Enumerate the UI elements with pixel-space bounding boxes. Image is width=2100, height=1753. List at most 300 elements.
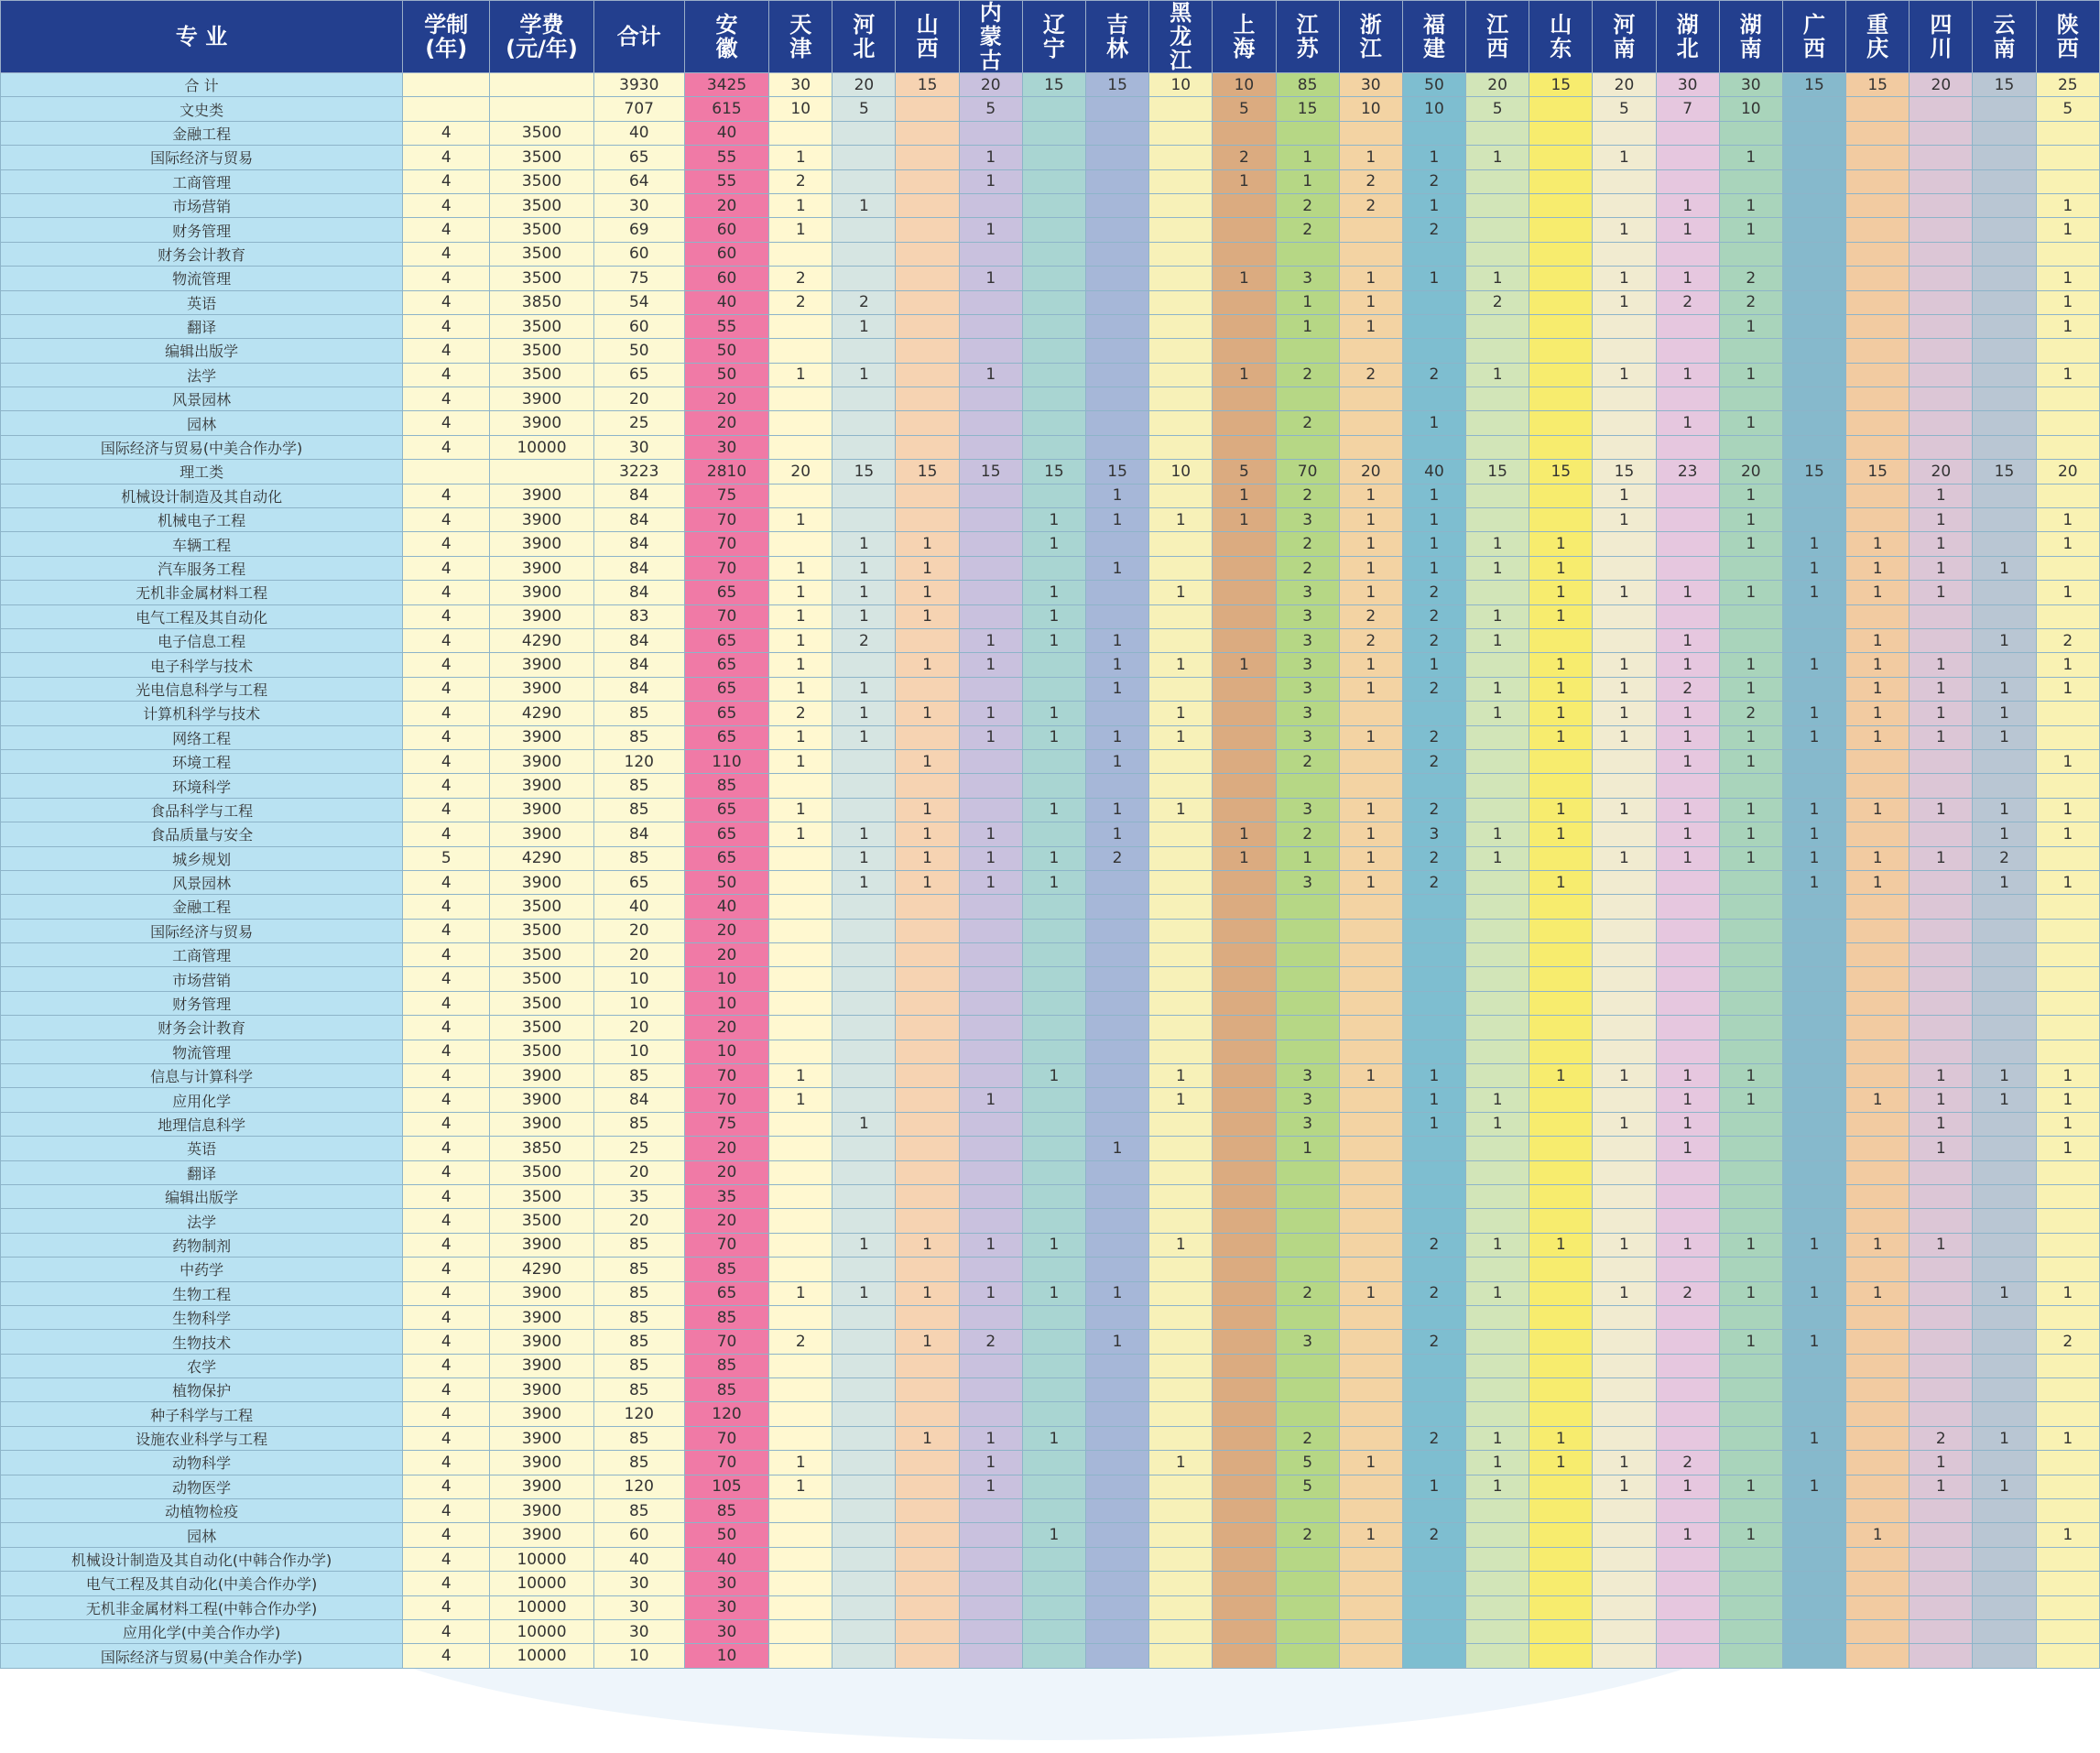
province-cell: 1 xyxy=(959,1451,1022,1475)
province-cell xyxy=(1782,943,1845,967)
province-cell xyxy=(1529,749,1593,773)
province-cell: 1 xyxy=(1593,1112,1656,1136)
province-cell xyxy=(1213,1160,1276,1184)
province-cell: 1 xyxy=(832,193,896,217)
province-cell xyxy=(1402,1160,1465,1184)
province-cell xyxy=(896,1572,959,1595)
province-cell xyxy=(1402,314,1465,338)
province-cell xyxy=(1149,1160,1213,1184)
province-cell xyxy=(1782,604,1845,628)
province-cell xyxy=(769,943,832,967)
province-cell xyxy=(1973,484,2036,507)
province-cell xyxy=(1973,749,2036,773)
major-name-cell: 机械设计制造及其自动化 xyxy=(1,484,403,507)
province-cell xyxy=(1213,702,1276,725)
province-cell: 1 xyxy=(1973,798,2036,822)
province-cell xyxy=(1149,267,1213,290)
summary-cell: 120 xyxy=(593,1402,684,1426)
province-cell xyxy=(959,1644,1022,1668)
province-cell xyxy=(959,919,1022,942)
province-cell: 1 xyxy=(769,822,832,846)
province-cell: 1 xyxy=(1846,1281,1910,1305)
table-row xyxy=(1,1209,2100,1233)
province-cell xyxy=(896,1184,959,1208)
table-row xyxy=(1,121,2100,145)
province-cell xyxy=(1339,1184,1402,1208)
province-cell xyxy=(1656,435,1719,459)
province-cell xyxy=(1339,749,1402,773)
province-cell: 1 xyxy=(1213,653,1276,677)
province-cell xyxy=(1846,363,1910,387)
summary-cell: 3900 xyxy=(490,484,593,507)
province-cell xyxy=(1022,1475,1085,1498)
major-name-cell: 应用化学(中美合作办学) xyxy=(1,1620,403,1644)
anhui-cell: 65 xyxy=(684,702,768,725)
province-cell xyxy=(1782,1064,1845,1088)
province-cell xyxy=(1213,604,1276,628)
province-cell xyxy=(1782,1137,1845,1160)
province-cell: 2 xyxy=(1339,169,1402,193)
summary-cell: 75 xyxy=(593,267,684,290)
province-cell xyxy=(1276,1644,1339,1668)
province-cell xyxy=(769,1184,832,1208)
province-cell xyxy=(1149,121,1213,145)
province-cell: 1 xyxy=(1339,1523,1402,1547)
province-cell xyxy=(896,193,959,217)
summary-cell: 3900 xyxy=(490,387,593,411)
province-cell: 1 xyxy=(1973,1475,2036,1498)
province-cell: 2 xyxy=(1402,749,1465,773)
summary-cell: 4 xyxy=(403,895,490,919)
province-cell xyxy=(2036,435,2099,459)
summary-cell: 84 xyxy=(593,1088,684,1112)
province-cell: 1 xyxy=(769,604,832,628)
province-cell: 1 xyxy=(1402,267,1465,290)
major-name-cell: 生物工程 xyxy=(1,1281,403,1305)
province-cell xyxy=(1719,1378,1782,1402)
province-cell: 1 xyxy=(769,1475,832,1498)
province-cell xyxy=(1466,798,1529,822)
header-column: 学费 (元/年) xyxy=(490,1,593,73)
province-cell: 1 xyxy=(832,870,896,894)
summary-cell: 3500 xyxy=(490,1040,593,1063)
province-cell xyxy=(1593,1040,1656,1063)
province-cell xyxy=(1213,1088,1276,1112)
province-cell: 1 xyxy=(1593,484,1656,507)
province-cell xyxy=(1466,1064,1529,1088)
province-cell xyxy=(1213,798,1276,822)
province-cell: 2 xyxy=(1910,1426,1973,1450)
province-cell xyxy=(1086,387,1149,411)
summary-cell xyxy=(403,460,490,484)
header-column: 江 西 xyxy=(1466,1,1529,73)
table-row xyxy=(1,1620,2100,1644)
anhui-cell: 20 xyxy=(684,919,768,942)
summary-cell: 4 xyxy=(403,1233,490,1257)
province-cell xyxy=(1656,484,1719,507)
summary-cell: 4 xyxy=(403,1184,490,1208)
summary-cell: 3900 xyxy=(490,774,593,798)
province-cell xyxy=(1276,339,1339,363)
province-cell: 1 xyxy=(896,1233,959,1257)
province-cell xyxy=(896,290,959,314)
province-cell: 1 xyxy=(1402,653,1465,677)
province-cell xyxy=(1973,1620,2036,1644)
anhui-cell: 10 xyxy=(684,1644,768,1668)
summary-cell: 3900 xyxy=(490,1088,593,1112)
province-cell: 1 xyxy=(896,556,959,580)
header-column: 天 津 xyxy=(769,1,832,73)
anhui-cell: 10 xyxy=(684,991,768,1015)
province-cell xyxy=(1593,1595,1656,1619)
province-cell xyxy=(1086,1112,1149,1136)
province-cell xyxy=(1466,1209,1529,1233)
province-cell: 1 xyxy=(1339,1064,1402,1088)
province-cell: 1 xyxy=(2036,1112,2099,1136)
province-cell: 1 xyxy=(769,193,832,217)
table-row xyxy=(1,73,2100,97)
province-cell: 1 xyxy=(769,146,832,169)
major-name-cell: 合 计 xyxy=(1,73,403,97)
province-cell: 1 xyxy=(1973,702,2036,725)
province-cell xyxy=(769,1354,832,1377)
province-cell xyxy=(1593,895,1656,919)
province-cell xyxy=(1339,1112,1402,1136)
major-name-cell: 电气工程及其自动化(中美合作办学) xyxy=(1,1572,403,1595)
province-cell: 1 xyxy=(1719,581,1782,604)
province-cell xyxy=(2036,1451,2099,1475)
province-cell xyxy=(1593,774,1656,798)
province-cell xyxy=(1213,1040,1276,1063)
province-cell: 1 xyxy=(832,846,896,870)
province-cell xyxy=(1529,242,1593,266)
province-cell xyxy=(1782,1305,1845,1329)
province-cell xyxy=(832,267,896,290)
province-cell xyxy=(959,798,1022,822)
province-cell xyxy=(1022,895,1085,919)
summary-cell: 3900 xyxy=(490,1402,593,1426)
province-cell xyxy=(1149,218,1213,242)
province-cell xyxy=(1846,967,1910,991)
province-cell xyxy=(2036,1209,2099,1233)
header-column: 黑 龙 江 xyxy=(1149,1,1213,73)
province-cell xyxy=(2036,1620,2099,1644)
province-cell xyxy=(1973,895,2036,919)
province-cell xyxy=(1402,967,1465,991)
province-cell: 1 xyxy=(1593,290,1656,314)
table-row xyxy=(1,363,2100,387)
summary-cell: 3500 xyxy=(490,193,593,217)
province-cell xyxy=(832,943,896,967)
summary-cell: 3500 xyxy=(490,267,593,290)
province-cell xyxy=(1782,1451,1845,1475)
province-cell: 3 xyxy=(1276,1330,1339,1354)
province-cell: 1 xyxy=(769,628,832,652)
province-cell xyxy=(769,1040,832,1063)
province-cell xyxy=(1656,895,1719,919)
province-cell xyxy=(1213,556,1276,580)
province-cell: 15 xyxy=(832,460,896,484)
province-cell: 3 xyxy=(1276,725,1339,749)
province-cell xyxy=(1846,314,1910,338)
province-cell xyxy=(896,146,959,169)
province-cell: 2 xyxy=(1276,749,1339,773)
table-row xyxy=(1,653,2100,677)
province-cell xyxy=(1086,339,1149,363)
province-cell xyxy=(1529,267,1593,290)
province-cell xyxy=(1656,1209,1719,1233)
province-cell: 30 xyxy=(769,73,832,97)
province-cell xyxy=(1529,1184,1593,1208)
major-name-cell: 环境科学 xyxy=(1,774,403,798)
province-cell xyxy=(1339,967,1402,991)
province-cell xyxy=(1213,290,1276,314)
province-cell: 1 xyxy=(1466,267,1529,290)
major-name-cell: 无机非金属材料工程 xyxy=(1,581,403,604)
major-name-cell: 信息与计算科学 xyxy=(1,1064,403,1088)
summary-cell: 4 xyxy=(403,1305,490,1329)
major-name-cell: 工商管理 xyxy=(1,943,403,967)
province-cell xyxy=(1782,1258,1845,1281)
province-cell: 1 xyxy=(1656,363,1719,387)
table-row xyxy=(1,1572,2100,1595)
anhui-cell: 70 xyxy=(684,556,768,580)
summary-cell: 3900 xyxy=(490,508,593,532)
province-cell xyxy=(896,895,959,919)
province-cell xyxy=(1466,1330,1529,1354)
province-cell: 1 xyxy=(1022,532,1085,556)
summary-cell: 84 xyxy=(593,484,684,507)
summary-cell: 3900 xyxy=(490,870,593,894)
province-cell xyxy=(1402,1040,1465,1063)
header-column: 湖 南 xyxy=(1719,1,1782,73)
province-cell xyxy=(832,1475,896,1498)
province-cell xyxy=(1402,774,1465,798)
province-cell xyxy=(896,1064,959,1088)
province-cell xyxy=(1846,943,1910,967)
province-cell: 1 xyxy=(1339,677,1402,701)
province-cell xyxy=(896,242,959,266)
summary-cell: 4 xyxy=(403,1644,490,1668)
province-cell: 1 xyxy=(769,508,832,532)
province-cell: 2 xyxy=(1276,193,1339,217)
table-row xyxy=(1,532,2100,556)
province-cell xyxy=(1022,1305,1085,1329)
province-cell: 1 xyxy=(1086,484,1149,507)
province-cell xyxy=(832,1209,896,1233)
province-cell: 15 xyxy=(1529,73,1593,97)
province-cell: 20 xyxy=(959,73,1022,97)
province-cell xyxy=(1149,146,1213,169)
province-cell xyxy=(1529,508,1593,532)
province-cell: 1 xyxy=(959,653,1022,677)
header-column: 福 建 xyxy=(1402,1,1465,73)
table-row xyxy=(1,895,2100,919)
province-cell xyxy=(1782,1620,1845,1644)
province-cell: 1 xyxy=(1846,1088,1910,1112)
province-cell xyxy=(1973,532,2036,556)
province-cell xyxy=(1466,1523,1529,1547)
table-row xyxy=(1,870,2100,894)
table-row xyxy=(1,169,2100,193)
province-cell xyxy=(1402,1547,1465,1571)
province-cell xyxy=(1529,1281,1593,1305)
major-name-cell: 市场营销 xyxy=(1,193,403,217)
province-cell xyxy=(1973,435,2036,459)
summary-cell: 4 xyxy=(403,943,490,967)
province-cell xyxy=(832,749,896,773)
summary-cell: 84 xyxy=(593,628,684,652)
province-cell: 1 xyxy=(1339,290,1402,314)
province-cell: 1 xyxy=(1022,628,1085,652)
table-row xyxy=(1,749,2100,773)
province-cell: 1 xyxy=(1656,749,1719,773)
province-cell xyxy=(1022,1209,1085,1233)
province-cell: 7 xyxy=(1656,97,1719,121)
province-cell: 1 xyxy=(832,581,896,604)
province-cell: 1 xyxy=(1466,1451,1529,1475)
province-cell xyxy=(1529,387,1593,411)
province-cell xyxy=(1339,702,1402,725)
province-cell: 1 xyxy=(1022,1426,1085,1450)
province-cell xyxy=(1213,1499,1276,1523)
province-cell xyxy=(1782,1644,1845,1668)
province-cell: 1 xyxy=(1402,484,1465,507)
province-cell: 1 xyxy=(1782,581,1845,604)
province-cell xyxy=(1529,1016,1593,1040)
province-cell xyxy=(769,121,832,145)
summary-cell: 4 xyxy=(403,870,490,894)
province-cell xyxy=(832,1451,896,1475)
table-row xyxy=(1,725,2100,749)
province-cell xyxy=(1149,387,1213,411)
anhui-cell: 70 xyxy=(684,604,768,628)
province-cell xyxy=(1149,822,1213,846)
province-cell xyxy=(1466,1620,1529,1644)
province-cell: 1 xyxy=(1910,1064,1973,1088)
province-cell: 1 xyxy=(1973,1088,2036,1112)
province-cell xyxy=(1973,169,2036,193)
province-cell xyxy=(1782,314,1845,338)
province-cell xyxy=(1149,919,1213,942)
province-cell: 15 xyxy=(1022,460,1085,484)
major-name-cell: 国际经济与贸易 xyxy=(1,919,403,942)
table-row xyxy=(1,604,2100,628)
province-cell xyxy=(1973,1040,2036,1063)
province-cell xyxy=(1529,1137,1593,1160)
province-cell xyxy=(959,749,1022,773)
province-cell: 20 xyxy=(1339,460,1402,484)
summary-cell: 4 xyxy=(403,1064,490,1088)
province-cell: 1 xyxy=(959,146,1022,169)
summary-cell: 3900 xyxy=(490,822,593,846)
province-cell xyxy=(1782,991,1845,1015)
anhui-cell: 10 xyxy=(684,967,768,991)
province-cell xyxy=(1402,1644,1465,1668)
summary-cell: 4 xyxy=(403,1112,490,1136)
province-cell xyxy=(1593,604,1656,628)
province-cell: 1 xyxy=(1846,628,1910,652)
province-cell: 1 xyxy=(1593,798,1656,822)
province-cell: 1 xyxy=(1529,822,1593,846)
province-cell: 2 xyxy=(1466,290,1529,314)
province-cell: 1 xyxy=(1782,532,1845,556)
province-cell xyxy=(959,943,1022,967)
summary-cell: 4 xyxy=(403,677,490,701)
province-cell xyxy=(1656,1184,1719,1208)
province-cell xyxy=(1086,218,1149,242)
province-cell xyxy=(1529,1595,1593,1619)
province-cell xyxy=(1086,532,1149,556)
major-name-cell: 药物制剂 xyxy=(1,1233,403,1257)
province-cell xyxy=(1529,1354,1593,1377)
province-cell xyxy=(1213,1016,1276,1040)
anhui-cell: 20 xyxy=(684,1209,768,1233)
summary-cell: 85 xyxy=(593,1112,684,1136)
province-cell: 2 xyxy=(1339,193,1402,217)
province-cell xyxy=(1910,1354,1973,1377)
anhui-cell: 85 xyxy=(684,1354,768,1377)
province-cell xyxy=(1782,97,1845,121)
province-cell: 1 xyxy=(1593,508,1656,532)
province-cell xyxy=(896,97,959,121)
province-cell xyxy=(1719,339,1782,363)
province-cell xyxy=(1656,556,1719,580)
province-cell xyxy=(1593,1547,1656,1571)
province-cell xyxy=(1213,1258,1276,1281)
province-cell xyxy=(1213,1547,1276,1571)
summary-cell: 10000 xyxy=(490,1644,593,1668)
province-cell xyxy=(959,1016,1022,1040)
province-cell: 1 xyxy=(1529,677,1593,701)
province-cell xyxy=(1910,290,1973,314)
province-cell: 2 xyxy=(1276,484,1339,507)
anhui-cell: 75 xyxy=(684,484,768,507)
province-cell: 1 xyxy=(1910,702,1973,725)
province-cell xyxy=(2036,339,2099,363)
province-cell xyxy=(1719,1499,1782,1523)
province-cell xyxy=(2036,556,2099,580)
summary-cell: 3500 xyxy=(490,1160,593,1184)
anhui-cell: 65 xyxy=(684,628,768,652)
province-cell xyxy=(1022,435,1085,459)
summary-cell: 84 xyxy=(593,508,684,532)
province-cell: 1 xyxy=(2036,798,2099,822)
province-cell xyxy=(1276,1572,1339,1595)
major-name-cell: 应用化学 xyxy=(1,1088,403,1112)
summary-cell: 3850 xyxy=(490,290,593,314)
anhui-cell: 60 xyxy=(684,218,768,242)
province-cell: 1 xyxy=(1719,193,1782,217)
province-cell xyxy=(1593,749,1656,773)
province-cell: 5 xyxy=(1213,97,1276,121)
province-cell: 1 xyxy=(959,725,1022,749)
major-name-cell: 食品质量与安全 xyxy=(1,822,403,846)
summary-cell: 85 xyxy=(593,1354,684,1377)
province-cell xyxy=(1022,290,1085,314)
province-cell xyxy=(832,653,896,677)
province-cell xyxy=(1973,1523,2036,1547)
province-cell: 1 xyxy=(1656,702,1719,725)
province-cell: 1 xyxy=(896,749,959,773)
summary-cell: 3900 xyxy=(490,1281,593,1305)
province-cell: 1 xyxy=(1973,822,2036,846)
province-cell xyxy=(896,484,959,507)
summary-cell: 20 xyxy=(593,1160,684,1184)
summary-cell: 3900 xyxy=(490,532,593,556)
province-cell xyxy=(1782,411,1845,435)
province-cell xyxy=(1719,870,1782,894)
